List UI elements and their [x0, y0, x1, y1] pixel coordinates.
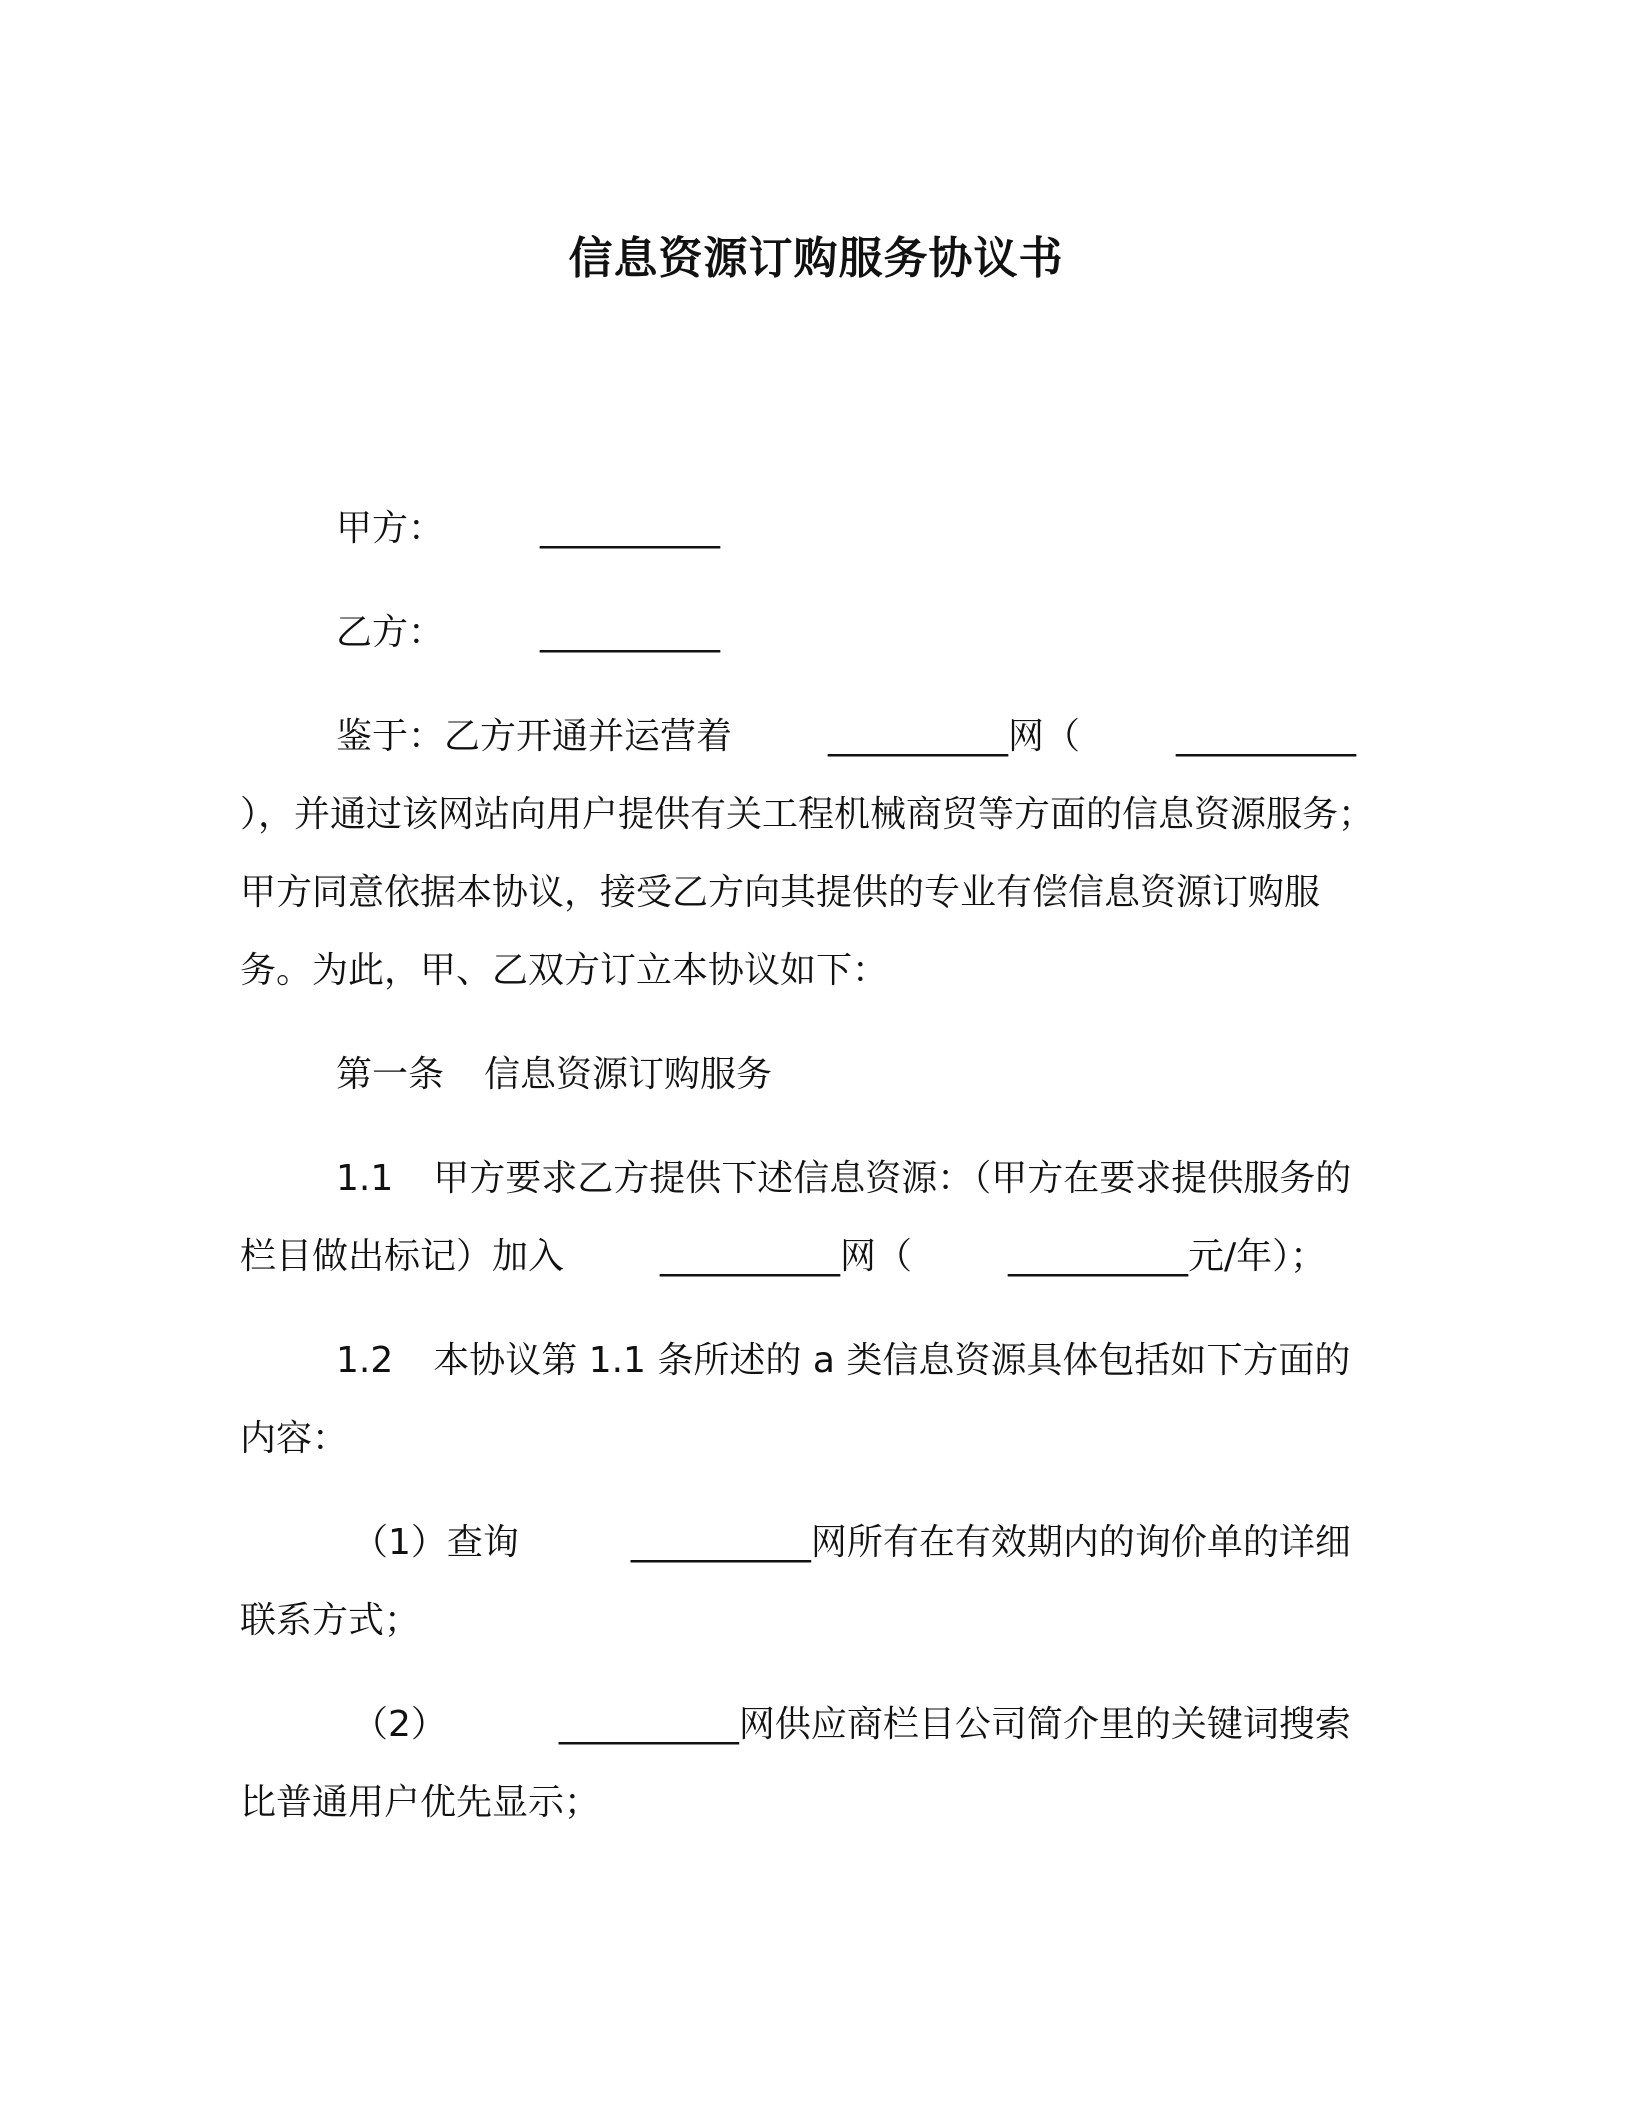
clause-1-2-number: 1.2 [336, 1340, 394, 1381]
article-1-heading [240, 1036, 1380, 1114]
article-1-title: 信息资源订购服务 [484, 1054, 773, 1095]
preamble-blank-1: __________ [828, 716, 1009, 757]
preamble-blank-2: __________ [1176, 716, 1357, 757]
item-1-blank: __________ [630, 1522, 811, 1563]
item-1-number: （1） [352, 1522, 447, 1563]
party-a-line [240, 490, 1380, 568]
clause-1-1-number: 1.1 [336, 1158, 394, 1199]
party-a-blank: __________ [540, 508, 721, 549]
clause-1-1-blank-2: __________ [1008, 1236, 1189, 1277]
item-2-text: 网供应商栏目公司简介里的关键词搜索比普通用户优先显示； [240, 1704, 1351, 1823]
list-item-1 [240, 1504, 1380, 1660]
preamble-text-2: 网（ [1008, 716, 1081, 757]
item-2-number: （2） [352, 1704, 447, 1745]
preamble-text-1: 鉴于：乙方开通并运营着 [336, 716, 733, 757]
clause-1-2 [240, 1322, 1380, 1478]
document-body [240, 490, 1380, 1842]
clause-1-1-text-2: 网（ [840, 1236, 913, 1277]
item-2-blank: __________ [558, 1704, 739, 1745]
item-1-text-1: 查询 [446, 1522, 519, 1563]
item-1-text-2: 网所有在有效期内的询价单的详细联系方式； [240, 1522, 1351, 1641]
preamble-text-3: ），并通过该网站向用户提供有关工程机械商贸等方面的信息资源服务；甲方同意依据本协议，接受乙方向其提供的专业有偿信息资源订购服务。为此，甲、乙双方订立本协议如下： [240, 794, 1375, 991]
clause-1-2-text: 本协议第 1.1 条所述的 a 类信息资源具体包括如下方面的内容： [240, 1340, 1351, 1459]
list-item-2 [240, 1686, 1380, 1842]
clause-1-1-blank-1: __________ [660, 1236, 841, 1277]
preamble-paragraph [240, 698, 1380, 1010]
party-b-label: 乙方： [336, 612, 445, 653]
clause-1-1-text-1: 甲方要求乙方提供下述信息资源：（甲方在要求提供服务的栏目做出标记）加入 [240, 1158, 1352, 1277]
party-b-line [240, 594, 1380, 672]
article-1-number: 第一条 [336, 1054, 445, 1095]
document-title: 信息资源订购服务协议书 [568, 233, 1064, 284]
party-a-label: 甲方： [336, 508, 445, 549]
clause-1-1-text-3: 元/年）； [1188, 1236, 1327, 1277]
party-b-blank: __________ [540, 612, 721, 653]
clause-1-1 [240, 1140, 1380, 1296]
